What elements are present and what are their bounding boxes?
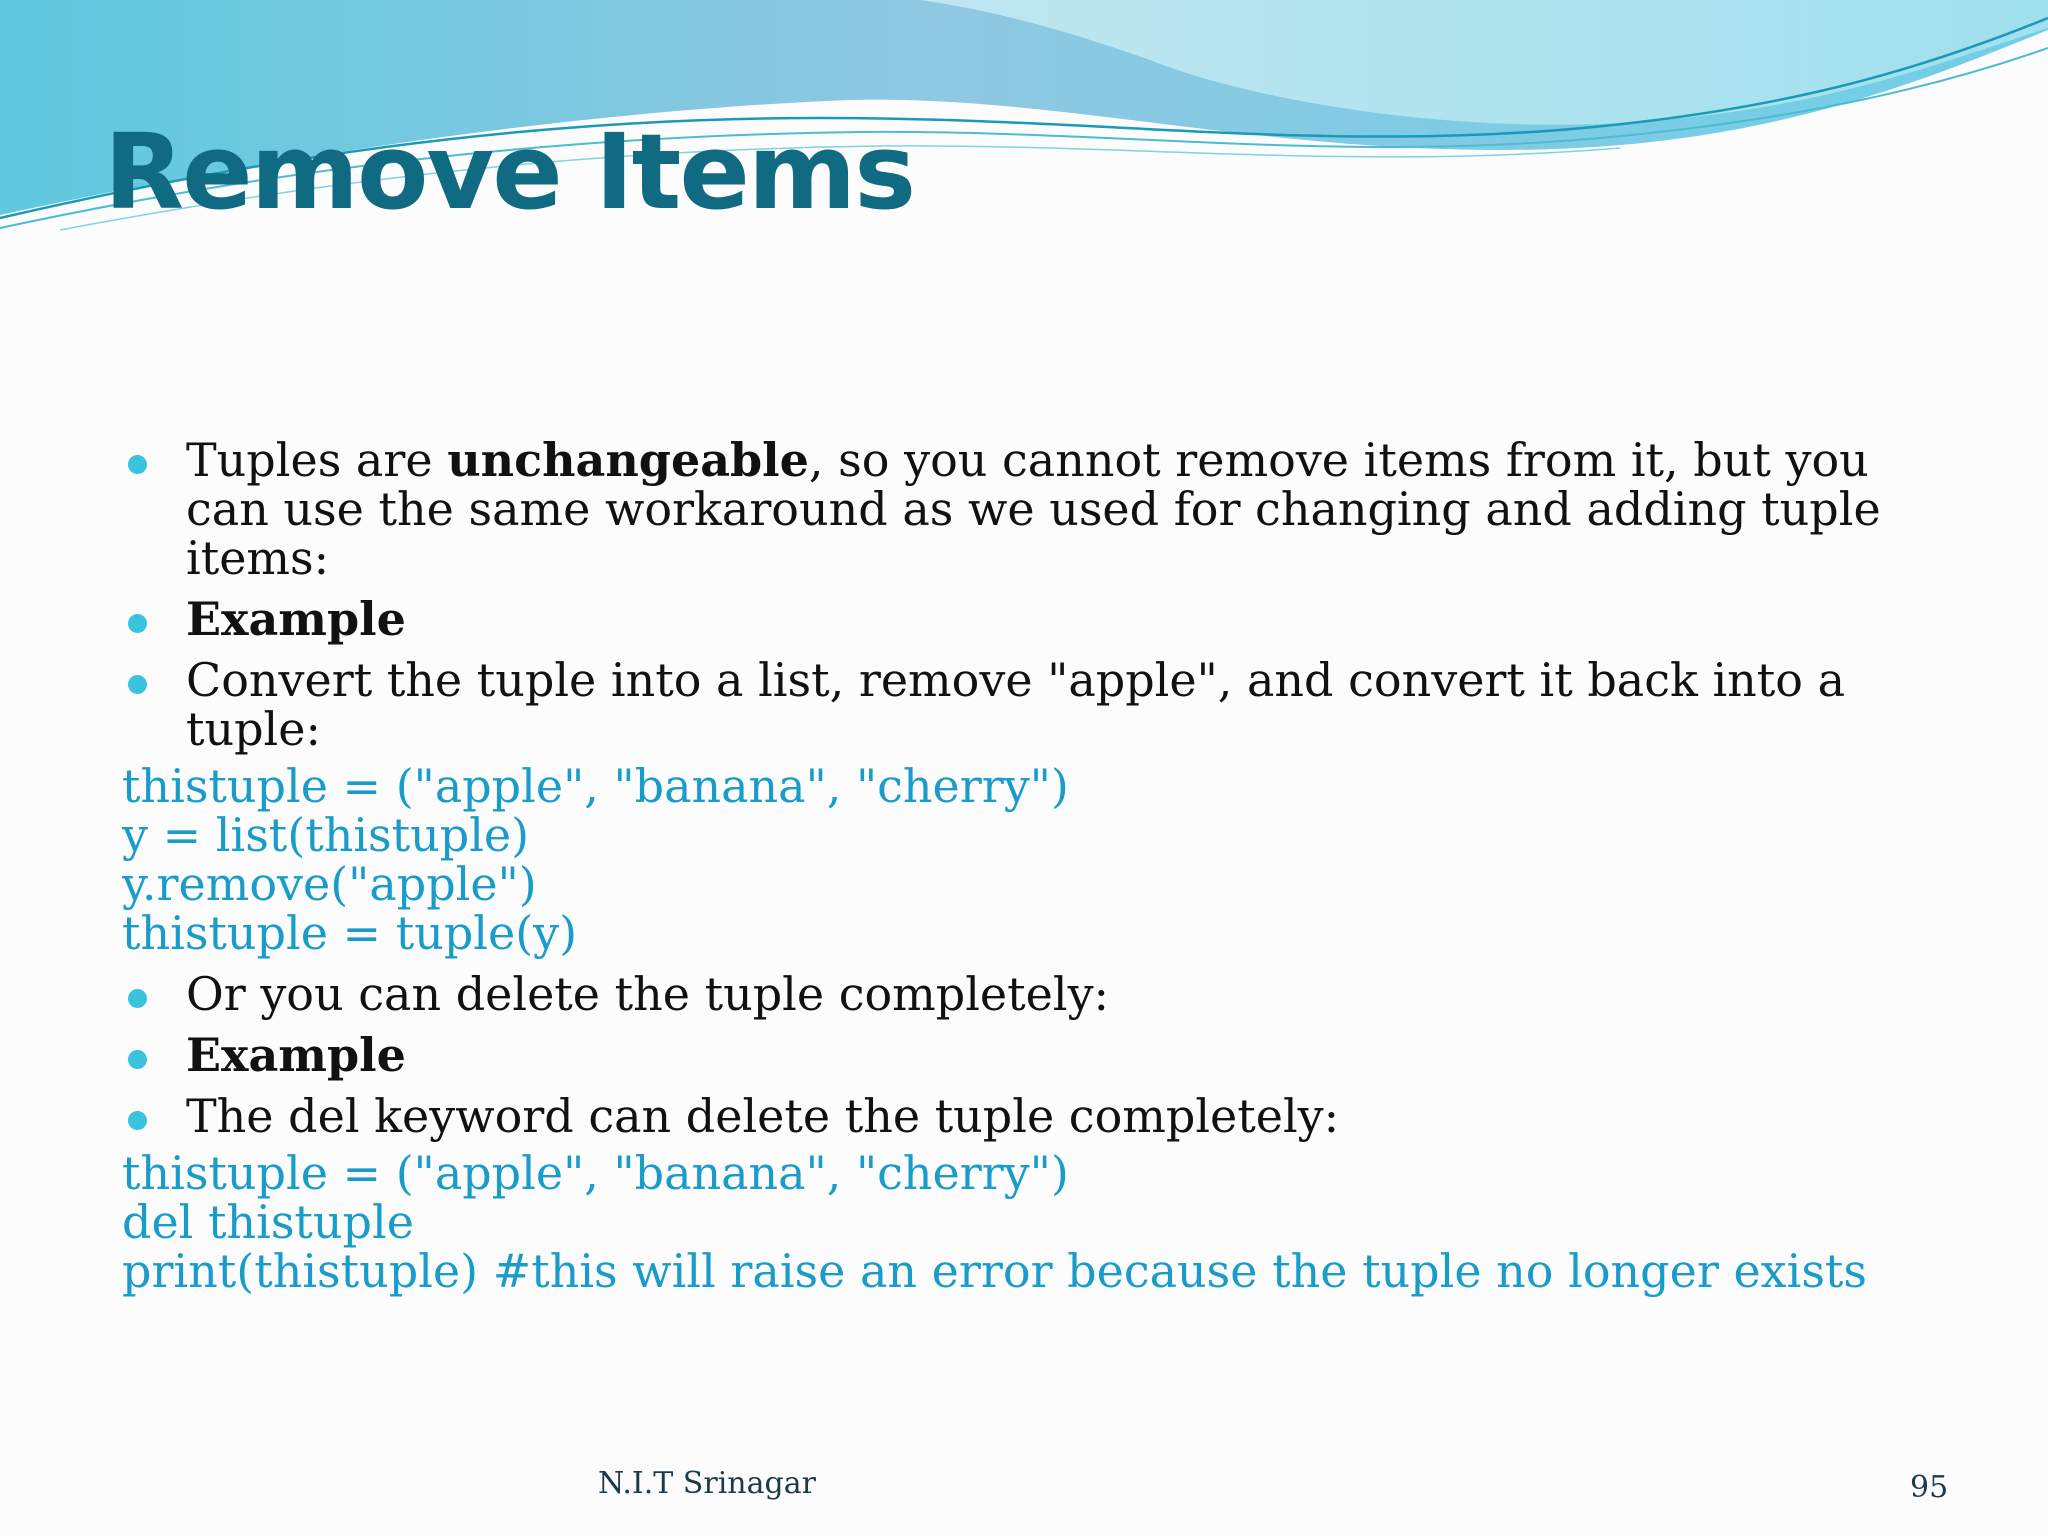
bullet-text: , so you cannot remove items from it, but you can use the same workaround as we used for changing and adding tuple items: bbox=[186, 433, 1881, 585]
bullet-text: The del keyword can delete the tuple completely: bbox=[186, 1089, 1340, 1143]
bullet-item bbox=[122, 592, 1942, 646]
example-label: Example bbox=[186, 1028, 406, 1082]
code-line: thistuple = ("apple", "banana", "cherry") bbox=[122, 1146, 1069, 1200]
slide-content bbox=[122, 433, 1942, 1308]
footer-institution: N.I.T Srinagar bbox=[598, 1466, 816, 1501]
bullet-item bbox=[122, 1028, 1942, 1082]
code-line: del thistuple bbox=[122, 1195, 414, 1249]
code-block bbox=[122, 1146, 1942, 1298]
code-block bbox=[122, 759, 1942, 960]
bullet-bold-text: unchangeable bbox=[447, 433, 809, 487]
page-number: 95 bbox=[1910, 1470, 1949, 1505]
slide-title: Remove Items bbox=[104, 111, 915, 233]
bullet-item bbox=[122, 433, 1942, 585]
bullet-text: Tuples are bbox=[186, 433, 448, 487]
example-label: Example bbox=[186, 592, 406, 646]
bullet-text: Or you can delete the tuple completely: bbox=[186, 967, 1110, 1021]
code-line: thistuple = ("apple", "banana", "cherry") bbox=[122, 759, 1069, 813]
bullet-item bbox=[122, 1089, 1942, 1143]
code-line: y = list(thistuple) bbox=[122, 808, 530, 862]
bullet-text: Convert the tuple into a list, remove "apple", and convert it back into a tuple: bbox=[186, 653, 1846, 756]
code-line: thistuple = tuple(y) bbox=[122, 906, 578, 960]
code-line: y.remove("apple") bbox=[122, 857, 537, 911]
bullet-item bbox=[122, 967, 1942, 1021]
bullet-item bbox=[122, 653, 1942, 756]
code-line: print(thistuple) #this will raise an error because the tuple no longer exists bbox=[122, 1244, 1868, 1298]
